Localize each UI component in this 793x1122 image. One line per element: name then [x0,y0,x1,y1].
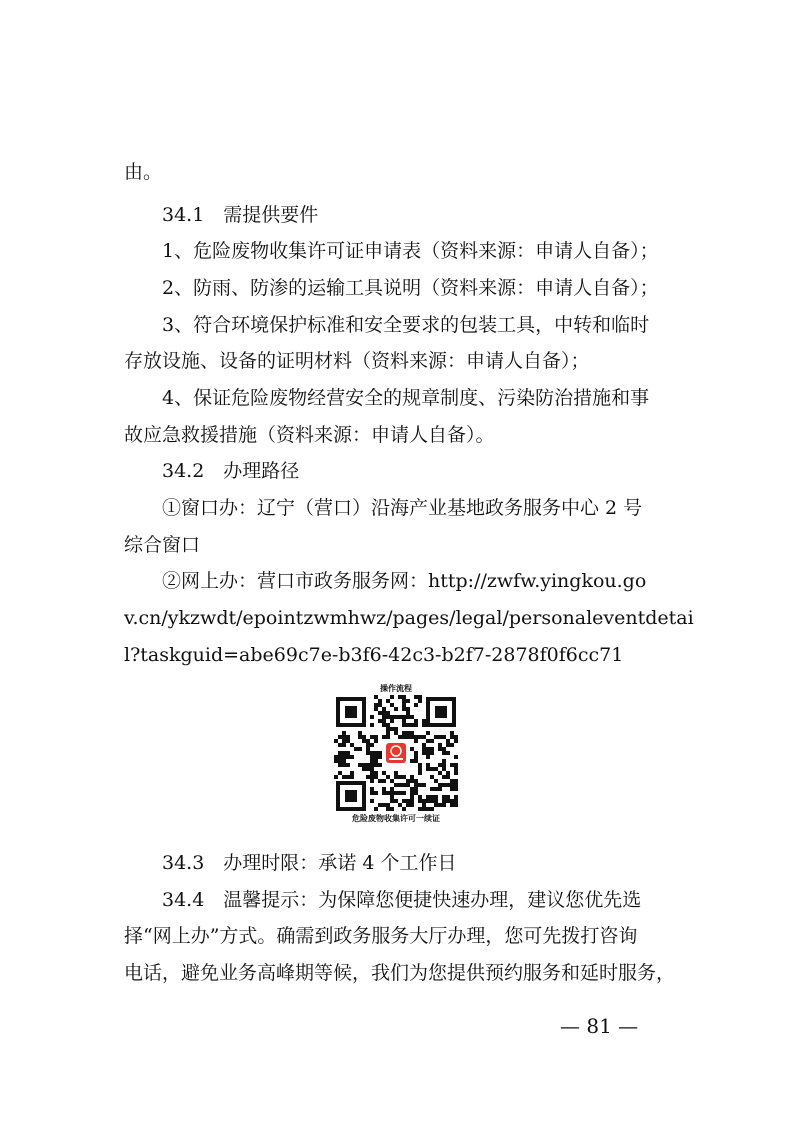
paragraph-line: 电话，避免业务高峰期等候，我们为您提供预约服务和延时服务， [124,962,676,984]
paragraph-line: 1、危险废物收集许可证申请表（资料来源：申请人自备）； [162,240,659,262]
section-heading: 34.3 办理时限：承诺 4 个工作日 [162,852,457,874]
paragraph-line: 4、保证危险废物经营安全的规章制度、污染防治措施和事 [162,387,650,409]
paragraph-line: 故应急救援措施（资料来源：申请人自备）。 [124,424,495,446]
qr-code-block [326,684,466,826]
paragraph-line: 3、符合环境保护标准和安全要求的包装工具，中转和临时 [162,314,650,336]
section-heading: 34.2 办理路径 [162,460,300,482]
qr-caption: 危险废物收集许可一续证 [352,814,440,823]
paragraph-line: 由。 [124,161,163,183]
paragraph-line: v.cn/ykzwdt/epointzwmhwz/pages/legal/personaleventdetai [124,607,694,629]
page-number: — 81 — [560,1014,639,1038]
paragraph-line: 择“网上办”方式。确需到政务服务大厅办理，您可先拨打咨询 [124,925,638,947]
section-heading: 34.1 需提供要件 [162,204,319,226]
paragraph-line: 存放设施、设备的证明材料（资料来源：申请人自备）； [124,350,590,372]
qr-title: 操作流程 [380,684,412,693]
paragraph-line: ②网上办：营口市政务服务网：http://zwfw.yingkou.go [162,570,647,592]
paragraph-line: ①窗口办：辽宁（营口）沿海产业基地政务服务中心 2 号 [162,497,643,519]
qr-code-icon [334,695,458,813]
paragraph-line: 综合窗口 [124,534,201,556]
paragraph-line: 2、防雨、防渗的运输工具说明（资料来源：申请人自备）； [162,277,659,299]
paragraph-line: 34.4 温馨提示：为保障您便捷快速办理，建议您优先选 [162,889,642,911]
paragraph-line: l?taskguid=abe69c7e-b3f6-42c3-b2f7-2878f0f6cc71 [124,644,624,666]
